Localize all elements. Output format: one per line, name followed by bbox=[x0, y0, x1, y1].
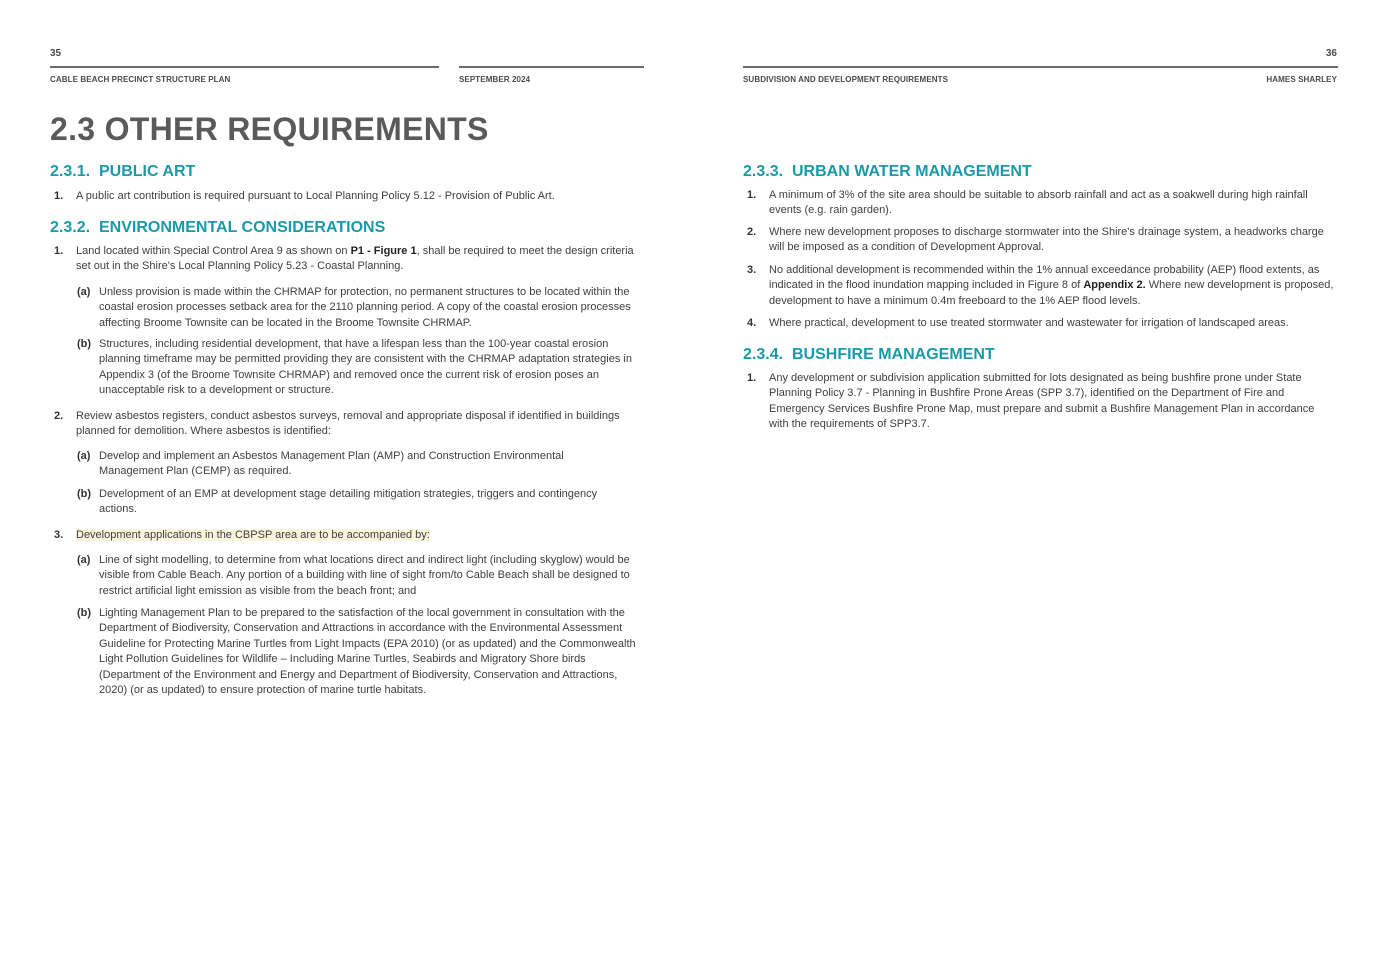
item-number: 4. bbox=[747, 317, 757, 329]
item-text: No additional development is recommended within the 1% annual exceedance probability (AEP) flood extents, as indicated in the flood inundation mapping included in Figure 8 of Appendix 2. Where new development is proposed, development to have a minimum 0.4m freeboard to the 1% AEP flood levels. bbox=[769, 264, 1334, 307]
sub-item-text: Unless provision is made within the CHRMAP for protection, no permanent structures to be located within the coastal erosion processes setback area for the 2110 planning period. A copy of the coastal erosion processes affecting Broome Townsite can be located in the Broome Townsite CHRMAP. bbox=[99, 286, 631, 329]
item-number: 1. bbox=[747, 189, 757, 201]
section-number: 2.3.1. bbox=[50, 163, 91, 180]
sub-item bbox=[77, 487, 637, 518]
item-number: 2. bbox=[747, 226, 757, 238]
item-number: 1. bbox=[747, 372, 757, 384]
header-date: SEPTEMBER 2024 bbox=[459, 75, 531, 84]
page-title: 2.3 OTHER REQUIREMENTS bbox=[50, 111, 489, 147]
section-title: URBAN WATER MANAGEMENT bbox=[792, 163, 1032, 180]
list-item bbox=[54, 189, 644, 204]
list-item bbox=[54, 409, 624, 440]
sub-item-text: Line of sight modelling, to determine from what locations direct and indirect light (including skyglow) would be visible from Cable Beach. Any portion of a building with line of sight from/to Cable Beach shall be designed to restrict artificial light emission as visible from the beach front; and bbox=[99, 554, 630, 597]
header-rule bbox=[50, 66, 439, 68]
item-text: A minimum of 3% of the site area should be suitable to absorb rainfall and act as a soakwell during high rainfall events (e.g. rain garden). bbox=[769, 189, 1308, 217]
list-item bbox=[54, 528, 644, 543]
sub-item-label: (a) bbox=[77, 286, 91, 298]
sub-item-label: (a) bbox=[77, 450, 91, 462]
sub-item bbox=[77, 337, 645, 399]
list-item bbox=[54, 244, 644, 275]
page-number-right: 36 bbox=[1325, 48, 1337, 59]
item-text: A public art contribution is required pursuant to Local Planning Policy 5.12 - Provision of Public Art. bbox=[76, 190, 555, 202]
item-number: 3. bbox=[747, 264, 757, 276]
header-document-title: CABLE BEACH PRECINCT STRUCTURE PLAN bbox=[50, 75, 231, 84]
sub-item-text: Develop and implement an Asbestos Management Plan (AMP) and Construction Environmental Management Plan (CEMP) as required. bbox=[99, 450, 564, 478]
item-number: 1. bbox=[54, 245, 64, 257]
sub-item bbox=[77, 285, 645, 331]
sub-item bbox=[77, 606, 639, 698]
item-text: Where new development proposes to discharge stormwater into the Shire's drainage system, a headworks charge will be imposed as a condition of Development Approval. bbox=[769, 226, 1324, 254]
sub-item bbox=[77, 449, 622, 480]
section-number: 2.3.2. bbox=[50, 219, 91, 236]
section-title: ENVIRONMENTAL CONSIDERATIONS bbox=[99, 219, 386, 236]
sub-item-label: (b) bbox=[77, 488, 92, 500]
section-title: PUBLIC ART bbox=[99, 163, 196, 180]
list-item bbox=[747, 316, 1339, 331]
figure-reference: P1 - Figure 1 bbox=[350, 245, 417, 257]
item-number: 1. bbox=[54, 190, 64, 202]
item-text: Any development or subdivision application submitted for lots designated as being bushfire prone under State Planning Policy 3.7 - Planning in Bushfire Prone Areas (SPP 3.7), identified on the Department of Fire and Emergency Services Bushfire Prone Map, must prepare and submit a Bushfire Management Plan in accordance with the requirements of SPP3.7. bbox=[769, 372, 1315, 431]
section-heading-public-art bbox=[50, 163, 195, 181]
section-number: 2.3.4. bbox=[743, 346, 784, 363]
item-number: 3. bbox=[54, 529, 64, 541]
list-item bbox=[747, 371, 1327, 433]
item-text: Where practical, development to use treated stormwater and wastewater for irrigation of landscaped areas. bbox=[769, 317, 1289, 329]
sub-item bbox=[77, 553, 645, 599]
sub-item-label: (b) bbox=[77, 607, 92, 619]
list-item bbox=[747, 188, 1339, 219]
header-rule bbox=[459, 66, 644, 68]
highlighted-text: Development applications in the CBPSP area are to be accompanied by: bbox=[76, 529, 430, 541]
sub-item-text: Structures, including residential development, that have a lifespan less than the 100-year coastal erosion planning timeframe may be permitted providing they are consistent with the CHRMAP adaptation strategies in Appendix 3 (of the Broome Townsite CHRMAP) and removed once the current risk of erosion poses an unacceptable risk to a development or structure. bbox=[99, 338, 632, 397]
section-number: 2.3.3. bbox=[743, 163, 784, 180]
section-title: BUSHFIRE MANAGEMENT bbox=[792, 346, 995, 363]
section-heading-environmental bbox=[50, 219, 385, 237]
section-heading-bushfire bbox=[743, 346, 995, 364]
header-chapter-title: SUBDIVISION AND DEVELOPMENT REQUIREMENTS bbox=[743, 75, 949, 84]
sub-item-label: (b) bbox=[77, 338, 92, 350]
item-text: Land located within Special Control Area 9 as shown on P1 - Figure 1, shall be required to meet the design criteria set out in the Shire's Local Planning Policy 5.23 - Coastal Planning. bbox=[76, 245, 634, 273]
sub-item-text: Lighting Management Plan to be prepared to the satisfaction of the local government in consultation with the Department of Biodiversity, Conservation and Attractions in accordance with the Environmental Assessment Guideline for Protecting Marine Turtles from Light Impacts (EPA 2010) (or as updated) and the Commonwealth Light Pollution Guidelines for Wildlife – Including Marine Turtles, Seabirds and Migratory Shore birds (Department of the Environment and Energy and Department of Biodiversity, Conservation and Attractions, 2020) (or as updated) to ensure protection of marine turtle habitats. bbox=[99, 607, 636, 697]
header-company: HAMES SHARLEY bbox=[1266, 75, 1337, 84]
section-heading-urban-water bbox=[743, 163, 1032, 181]
appendix-reference: Appendix 2. bbox=[1083, 279, 1146, 292]
list-item bbox=[747, 263, 1339, 309]
sub-item-text: Development of an EMP at development stage detailing mitigation strategies, triggers and contingency actions. bbox=[99, 488, 598, 516]
page-number-left: 35 bbox=[50, 48, 62, 59]
header-rule bbox=[743, 66, 1338, 68]
list-item bbox=[747, 225, 1339, 256]
item-number: 2. bbox=[54, 410, 64, 422]
item-text bbox=[76, 528, 644, 543]
sub-item-label: (a) bbox=[77, 554, 91, 566]
item-text: Review asbestos registers, conduct asbestos surveys, removal and appropriate disposal if identified in buildings planned for demolition. Where asbestos is identified: bbox=[76, 410, 620, 438]
